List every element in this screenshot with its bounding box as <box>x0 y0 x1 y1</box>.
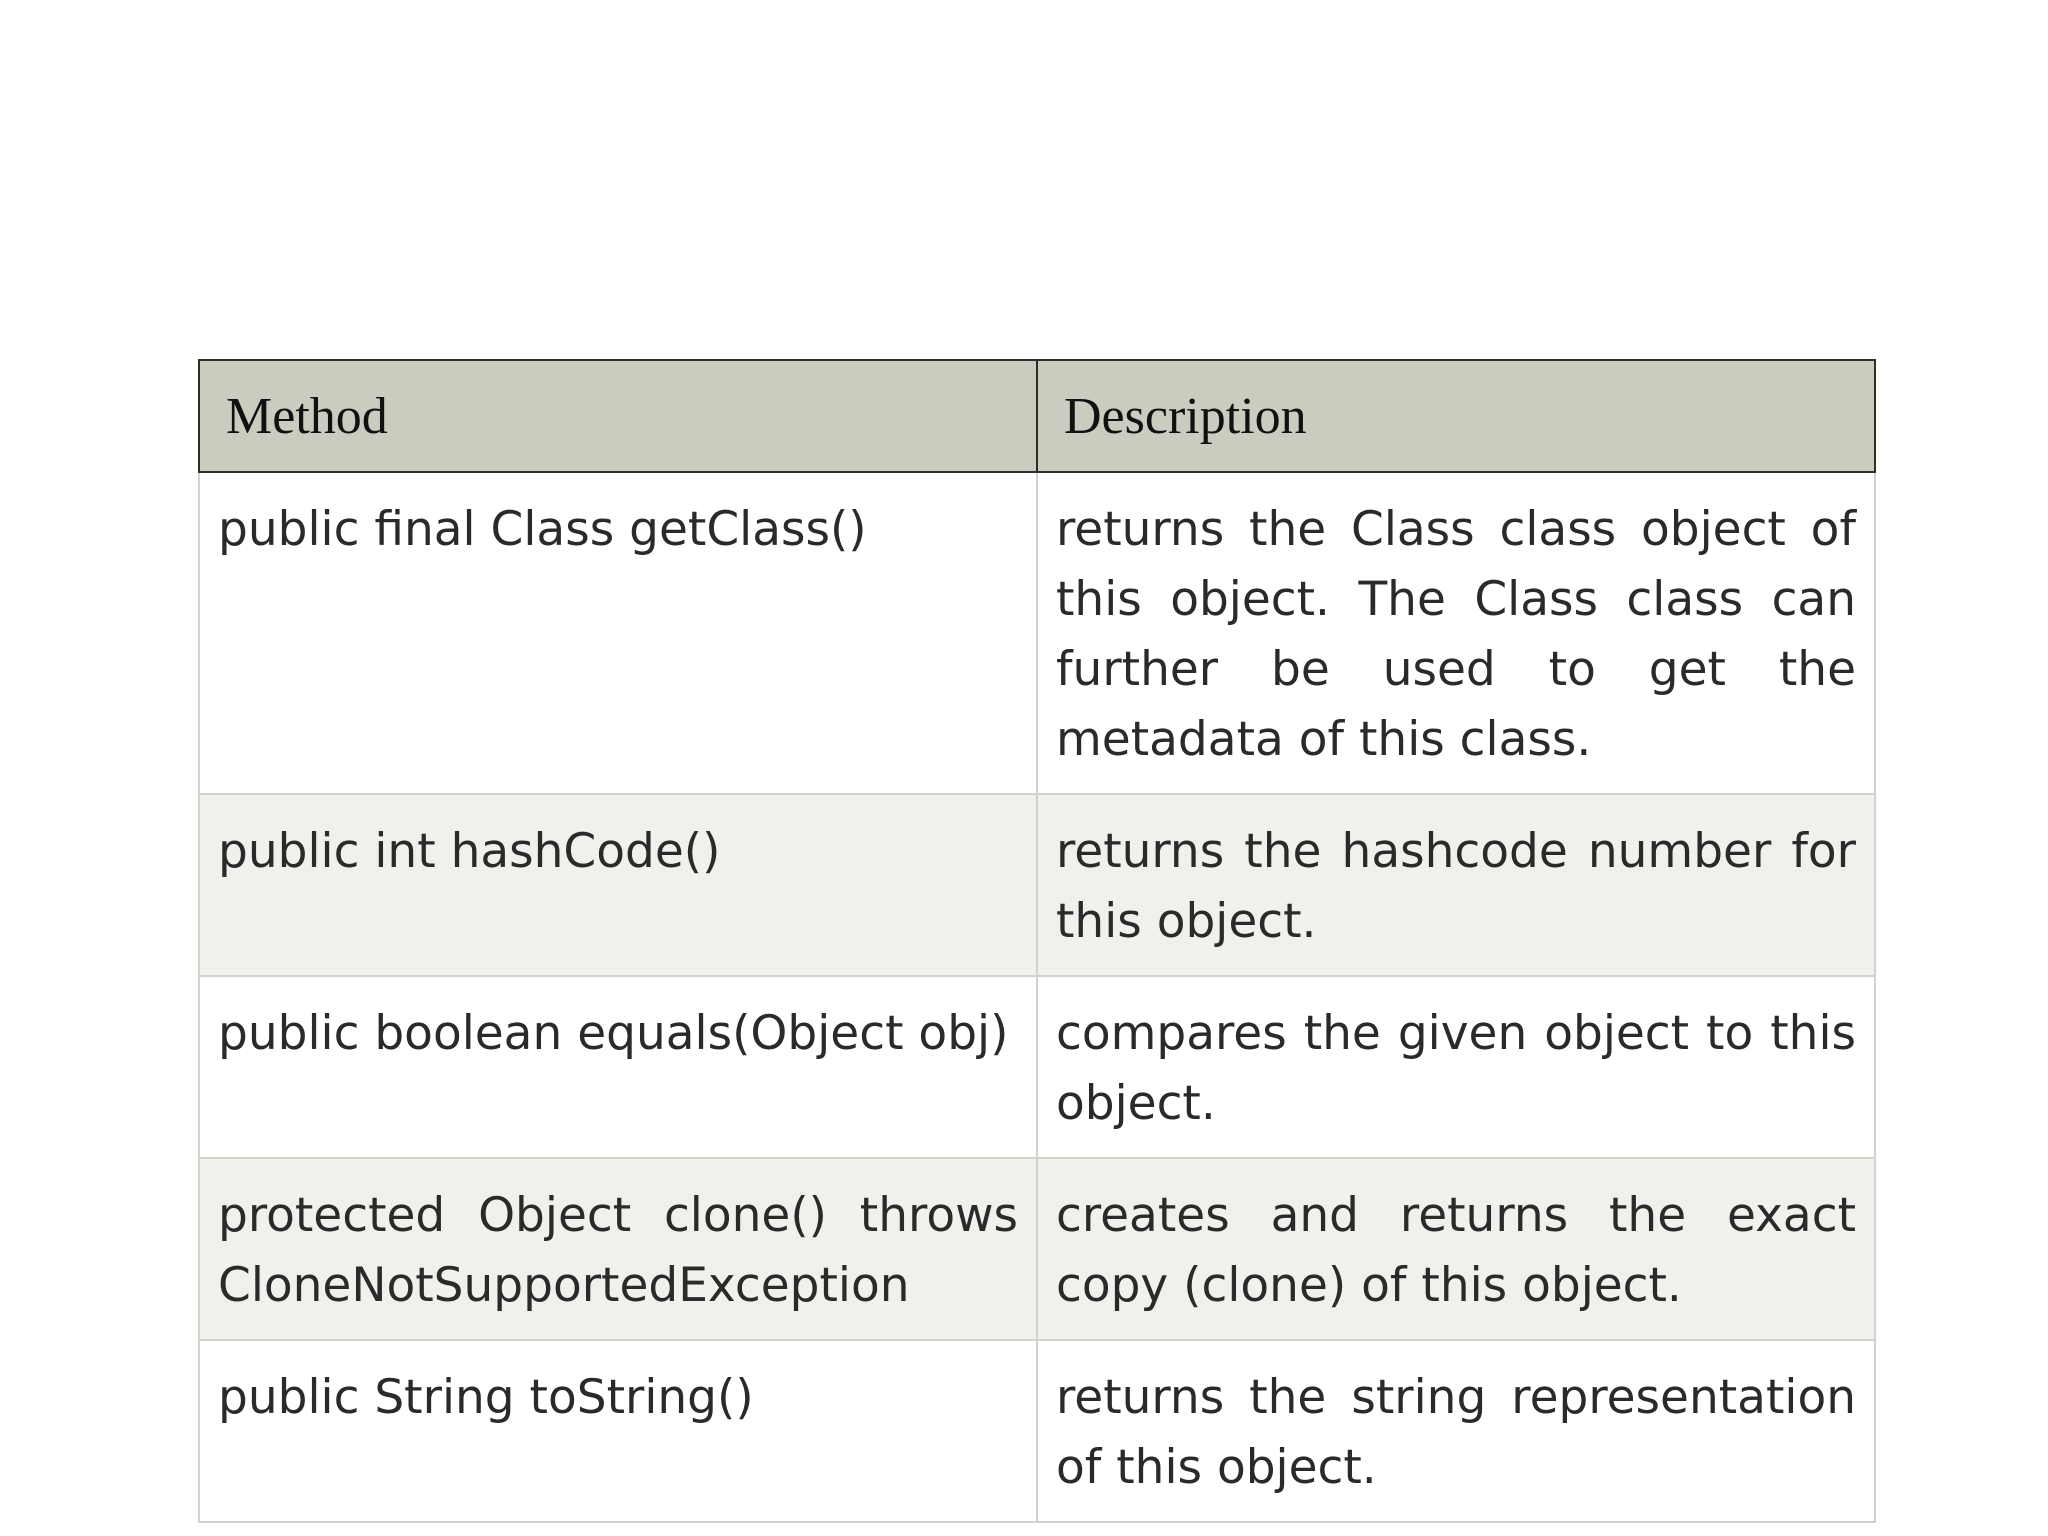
method-cell: public final Class getClass() <box>199 472 1037 794</box>
description-cell: returns the Class class object of this object. The Class class can further be used to get the metadata of this class. <box>1037 472 1875 794</box>
table-row <box>199 976 1875 1158</box>
description-cell: compares the given object to this object. <box>1037 976 1875 1158</box>
table-row <box>199 472 1875 794</box>
description-cell: returns the hashcode number for this object. <box>1037 794 1875 976</box>
description-cell: returns the string representation of this object. <box>1037 1340 1875 1522</box>
method-cell: public boolean equals(Object obj) <box>199 976 1037 1158</box>
method-cell: public int hashCode() <box>199 794 1037 976</box>
description-column-header: Description <box>1037 360 1875 472</box>
table-header-row <box>199 360 1875 472</box>
method-column-header: Method <box>199 360 1037 472</box>
table-row <box>199 1158 1875 1340</box>
table-row <box>199 794 1875 976</box>
table-row <box>199 1340 1875 1522</box>
method-cell: protected Object clone() throws CloneNotSupportedException <box>199 1158 1037 1340</box>
method-cell: public String toString() <box>199 1340 1037 1522</box>
description-cell: creates and returns the exact copy (clone) of this object. <box>1037 1158 1875 1340</box>
methods-table <box>198 359 1876 1523</box>
